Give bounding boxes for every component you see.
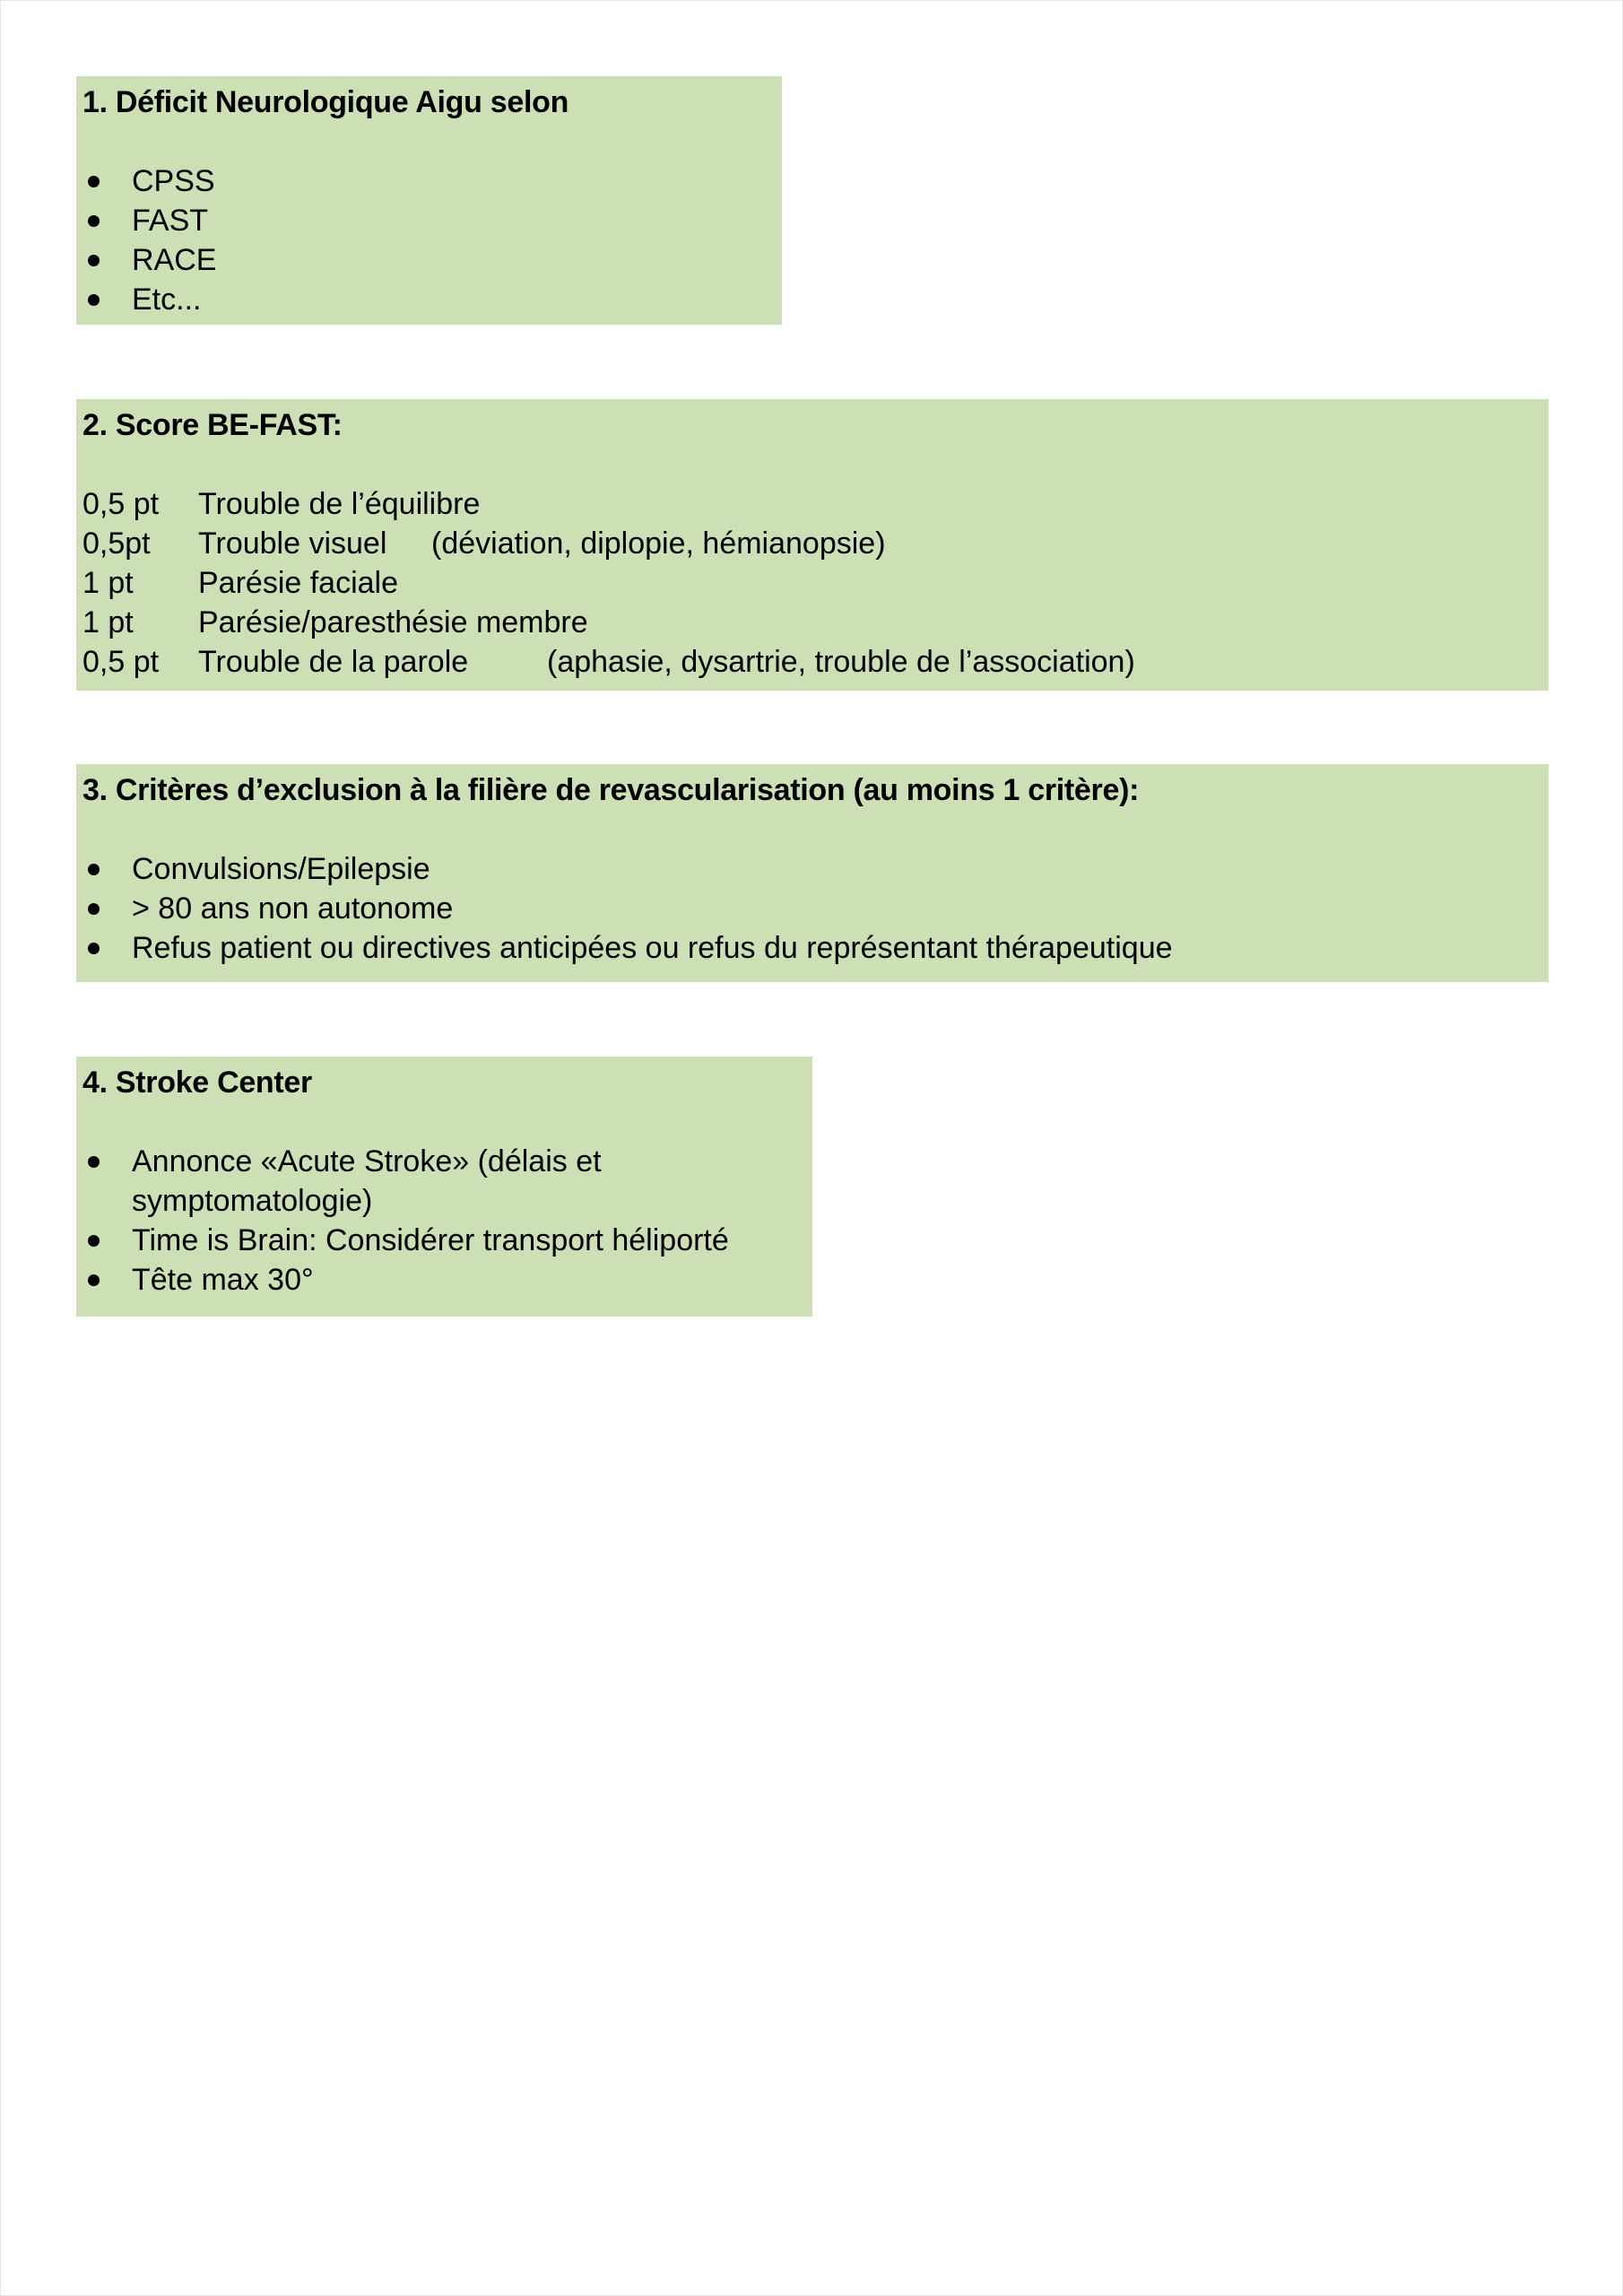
bullet-list <box>82 161 782 319</box>
bullet-icon <box>88 943 100 954</box>
bullet-icon <box>88 1274 100 1286</box>
bullet-icon <box>88 294 100 306</box>
score-detail: (aphasie, dysartrie, trouble de l’association) <box>547 645 1135 679</box>
list-item: Annonce «Acute Stroke» (délais et symptomatologie) <box>82 1142 634 1221</box>
score-label: Trouble de la parole <box>198 645 469 679</box>
section-stroke-center <box>76 1057 812 1317</box>
score-points: 1 pt <box>82 566 134 600</box>
score-points: 0,5pt <box>82 526 151 561</box>
list-item: Time is Brain: Considérer transport héliporté <box>82 1221 812 1260</box>
section-title: 1. Déficit Neurologique Aigu selon <box>82 85 569 119</box>
bullet-icon <box>88 176 100 187</box>
score-row <box>82 484 1549 524</box>
bullet-list <box>82 849 1549 968</box>
section-title: 3. Critères d’exclusion à la filière de revascularisation (au moins 1 critère): <box>82 773 1140 807</box>
list-item: Tête max 30° <box>82 1260 812 1300</box>
bullet-icon <box>88 215 100 227</box>
score-label: Parésie faciale <box>198 566 399 600</box>
section-title: 2. Score BE-FAST: <box>82 408 343 442</box>
section-title: 4. Stroke Center <box>82 1065 312 1100</box>
score-label: Trouble visuel <box>198 526 387 561</box>
section-neuro-deficit <box>76 76 782 325</box>
bullet-icon <box>88 1156 100 1168</box>
list-item: > 80 ans non autonome <box>82 889 1549 928</box>
bullet-icon <box>88 1235 100 1247</box>
score-points: 0,5 pt <box>82 487 160 521</box>
score-row <box>82 603 1549 642</box>
list-item: Refus patient ou directives anticipées ou refus du représentant thérapeutique <box>82 928 1549 968</box>
list-item: CPSS <box>82 161 782 201</box>
bullet-icon <box>88 255 100 266</box>
list-item: FAST <box>82 201 782 240</box>
score-row <box>82 563 1549 603</box>
bullet-list <box>82 1142 812 1300</box>
list-item: Convulsions/Epilepsie <box>82 849 1549 889</box>
list-item: Etc... <box>82 280 782 319</box>
score-points: 0,5 pt <box>82 645 160 679</box>
bullet-icon <box>88 864 100 875</box>
score-detail: (déviation, diplopie, hémianopsie) <box>431 526 886 561</box>
score-points: 1 pt <box>82 605 134 639</box>
section-exclusion-criteria <box>76 764 1549 982</box>
score-label: Trouble de l’équilibre <box>198 487 481 521</box>
score-row <box>82 524 1549 563</box>
list-item: RACE <box>82 240 782 280</box>
score-row <box>82 642 1549 682</box>
section-befast-score <box>76 399 1549 691</box>
score-label: Parésie/paresthésie membre <box>198 605 588 639</box>
bullet-icon <box>88 903 100 915</box>
